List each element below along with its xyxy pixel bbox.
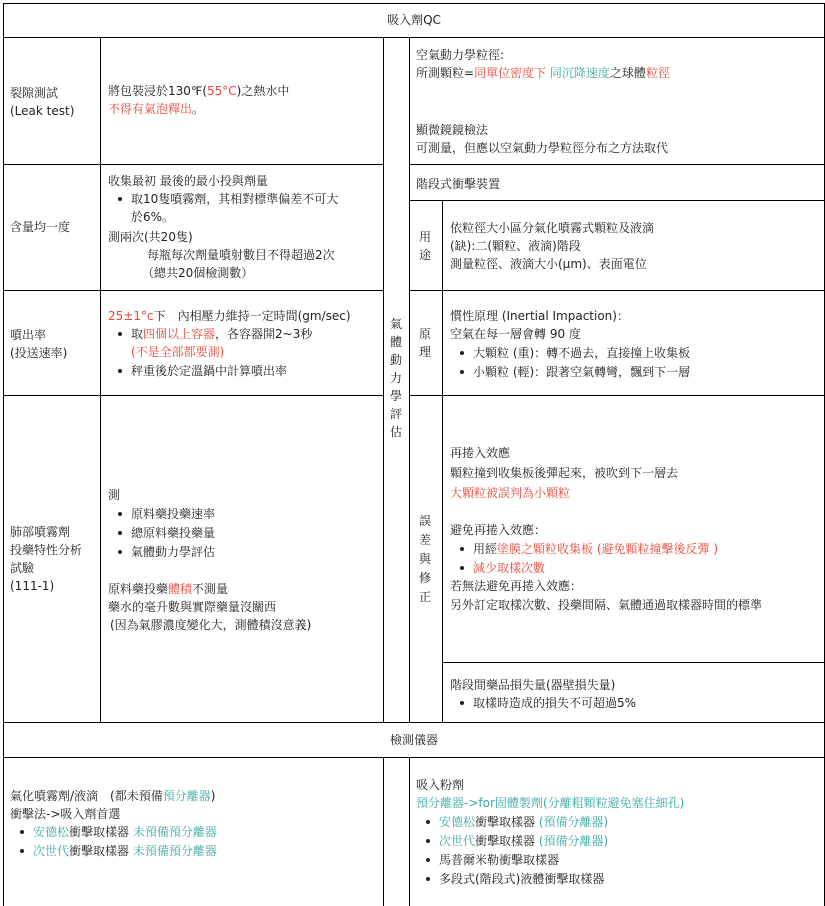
instruments-right-bullet: 多段式(階段式)液體衝擊取樣器	[439, 872, 605, 886]
instruments-title: 檢測儀器	[389, 733, 438, 747]
bullet-dot	[118, 369, 122, 373]
bullet-dot	[426, 877, 430, 881]
left-row-divider-3	[3, 395, 383, 396]
error-bullet: 用經塗膜之顆粒收集板 (避免顆粒撞擊後反彈 )	[473, 542, 719, 556]
middle-vertical-char: 體	[389, 335, 402, 349]
instruments-mid-right	[409, 757, 410, 906]
border-top	[3, 3, 825, 4]
bullet-dot	[118, 197, 122, 201]
spray-rate-label-sub: (投送速率)	[10, 346, 68, 360]
middle-vertical-char: 力	[389, 371, 402, 385]
uniformity-line: 每瓶每次劑量噴射數目不得超過2次	[147, 248, 335, 262]
uniformity-bullet-cont: 於6%。	[131, 210, 175, 224]
instruments-left-bullet: 次世代衝擊取樣器 未預備預分離器	[33, 844, 217, 858]
lung-label: 試驗	[10, 561, 35, 575]
error-line: 另外訂定取樣次數、投藥間隔、氣體通過取樣器時間的標準	[450, 598, 763, 612]
spray-rate-note: (不是全部都要測)	[131, 345, 225, 359]
instruments-top-divider	[3, 722, 825, 723]
bullet-dot	[460, 547, 464, 551]
principle-bullet: 小顆粒 (輕)：跟著空氣轉彎，飄到下一層	[473, 365, 691, 379]
usage-line: (缺):二(顆粒、液滴)階段	[450, 239, 581, 253]
leak-test-label-en: (Leak test)	[10, 104, 75, 118]
left-label-divider	[100, 37, 101, 722]
right-row-divider-4	[409, 395, 825, 396]
left-row-divider-2	[3, 290, 383, 291]
lung-bullet: 原料藥投藥速率	[131, 507, 216, 521]
error-line: 若無法避免再捲入效應：	[450, 579, 583, 593]
instruments-left-line: 氣化噴霧劑/液滴 (都未預備預分離器)	[10, 789, 216, 803]
principle-side-char: 理	[418, 345, 431, 359]
uniformity-line: （總共20個檢測數）	[142, 266, 254, 280]
spray-rate-label: 噴出率	[10, 328, 47, 342]
bullet-dot	[118, 332, 122, 336]
error-line: 再捲入效應	[450, 446, 511, 460]
principle-line: 慣性原理 (Inertial Impaction)：	[450, 309, 629, 323]
uniformity-line: 測兩次(共20隻)	[108, 230, 193, 244]
bullet-dot	[426, 858, 430, 862]
bullet-dot	[118, 550, 122, 554]
leak-test-condition: 將包裝浸於130℉(55°C)之熱水中	[108, 84, 290, 98]
lung-line: 藥水的毫升數與實際藥量沒關西	[108, 600, 277, 614]
diameter-line: 可測量，但應以空氣動力學粒徑分布之方法取代	[416, 141, 669, 155]
usage-line: 依粒徑大小區分氣化噴霧式顆粒及液滴	[450, 221, 655, 235]
diameter-line: 空氣動力學粒徑:	[416, 48, 505, 62]
lung-bullet: 氣體動力學評估	[131, 545, 216, 559]
middle-vertical-char: 動	[389, 353, 402, 367]
error-side-char: 正	[418, 590, 431, 604]
bullet-dot	[460, 351, 464, 355]
instruments-bottom-divider	[3, 757, 825, 758]
bullet-dot	[118, 531, 122, 535]
middle-vertical-char: 估	[389, 425, 402, 439]
loss-line: 階段間藥品損失量(器壁損失量)	[450, 678, 616, 692]
lung-bullet: 總原料藥投藥量	[131, 526, 216, 540]
instruments-right-bullet: 次世代衝擊取樣器 (預備分離器)	[439, 834, 609, 848]
lung-line: (因為氣膠濃度變化大，測體積沒意義)	[110, 618, 312, 632]
spray-rate-condition: 25±1°c下 內相壓力維持一定時間(gm/sec)	[108, 309, 351, 323]
right-row-divider-3	[409, 290, 825, 291]
error-side-char: 與	[418, 552, 431, 566]
instruments-right-line: 預分離器->for固體製劑(分離粗顆粒避免塞住細孔)	[416, 796, 685, 810]
instruments-mid-left	[383, 757, 384, 906]
principle-side-char: 原	[418, 327, 431, 341]
usage-side-char: 途	[418, 248, 431, 262]
instruments-left-bullet: 安德松衝擊取樣器 未預備預分離器	[33, 825, 217, 839]
instruments-right-bullet: 馬普爾米勒衝擊取樣器	[439, 853, 560, 867]
bullet-dot	[118, 512, 122, 516]
cascade-impactor-heading: 階段式衝擊裝置	[416, 177, 501, 191]
error-side-char: 修	[418, 571, 431, 585]
bullet-dot	[20, 830, 24, 834]
error-side-char: 誤	[418, 514, 431, 528]
uniformity-line: 收集最初 最後的最小投與劑量	[108, 174, 268, 188]
border-left	[3, 3, 4, 906]
leak-test-label: 裂隙測試	[10, 86, 59, 100]
bullet-dot	[460, 566, 464, 570]
lung-label: 肺部噴霧劑	[10, 525, 71, 539]
error-side-char: 差	[418, 533, 431, 547]
lung-label: 投藥特性分析	[10, 543, 83, 557]
bullet-dot	[460, 370, 464, 374]
error-highlight: 大顆粒被誤判為小顆粒	[450, 486, 571, 500]
instruments-right-bullet: 安德松衝擊取樣器 (預備分離器)	[439, 815, 609, 829]
middle-vertical-char: 氣	[389, 317, 402, 331]
principle-bullet: 大顆粒 (重)：轉不過去，直接撞上收集板	[473, 346, 691, 360]
right-row-divider-2	[409, 200, 825, 201]
lung-line: 原料藥投藥體積不測量	[108, 582, 229, 596]
diameter-line: 顯微鏡鏡檢法	[416, 123, 489, 137]
uniformity-bullet: 取10隻噴霧劑，其相對標準偏差不可大	[131, 192, 339, 206]
instruments-left-line: 衝擊法->吸入劑首選	[10, 807, 121, 821]
error-bullet: 減少取樣次數	[473, 561, 546, 575]
spray-rate-bullet: 秤重後於定溫鍋中計算噴出率	[131, 364, 288, 378]
left-row-divider-1	[3, 164, 383, 165]
principle-line: 空氣在每一層會轉 90 度	[450, 327, 581, 341]
bullet-dot	[460, 701, 464, 705]
right-side-label-divider	[442, 200, 443, 722]
error-line: 避免再捲入效應：	[450, 523, 547, 537]
middle-vertical-char: 評	[389, 407, 402, 421]
page-title: 吸入劑QC	[387, 13, 441, 27]
lung-label: (111-1)	[10, 579, 55, 593]
middle-vertical-char: 學	[389, 389, 402, 403]
bullet-dot	[20, 849, 24, 853]
instruments-right-line: 吸入粉劑	[416, 778, 465, 792]
lung-line: 測	[108, 488, 121, 502]
title-row-divider	[3, 37, 825, 38]
usage-side-char: 用	[418, 230, 431, 244]
left-col-right-edge	[383, 37, 384, 722]
diameter-definition: 所測顆粒=同單位密度下 同沉降速度之球體粒徑	[416, 66, 670, 80]
spray-rate-bullet: 取四個以上容器，各容器開2~3秒	[131, 327, 313, 341]
bullet-dot	[426, 839, 430, 843]
middle-col-right-edge	[409, 37, 410, 722]
usage-line: 測量粒徑、液滴大小(μm)、表面電位	[450, 257, 647, 271]
error-line: 顆粒撞到收集板後彈起來，被吹到下一層去	[450, 466, 679, 480]
loss-bullet: 取樣時造成的損失不可超過5%	[473, 696, 637, 710]
uniformity-label: 含量均一度	[10, 220, 71, 234]
leak-test-requirement: 不得有氣泡釋出。	[108, 102, 205, 116]
right-row-divider-5	[442, 662, 825, 663]
bullet-dot	[426, 820, 430, 824]
right-row-divider-1	[409, 164, 825, 165]
